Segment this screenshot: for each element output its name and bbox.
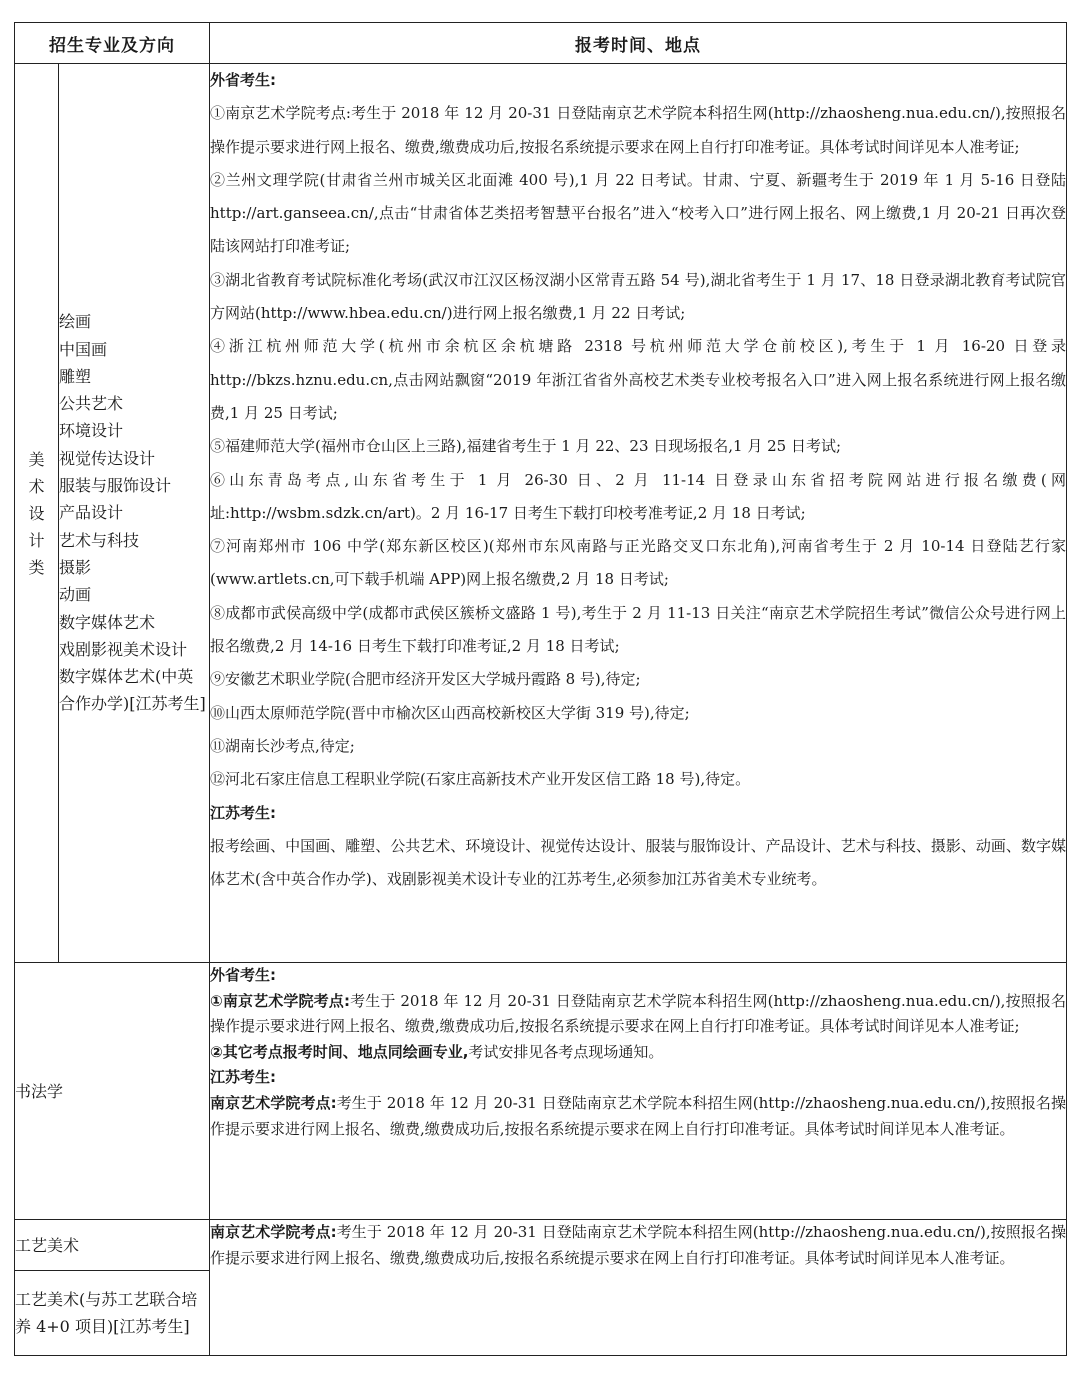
major-item: 摄影 (59, 557, 92, 577)
category-char: 设 (28, 503, 45, 523)
major-item: 艺术与科技 (59, 530, 140, 550)
major-item: 戏剧影视美术设计 (59, 639, 188, 659)
calligraphy-details (210, 963, 1067, 1220)
site-name: 南京艺术学院考点: (210, 1093, 337, 1112)
admissions-table (14, 22, 1067, 1356)
major-item: 动画 (59, 585, 92, 605)
site-name: 南京艺术学院考点: (210, 1223, 337, 1241)
exam-site-item: ⑨安徽艺术职业学院(合肥市经济开发区大学城丹霞路 8 号),待定; (210, 670, 641, 689)
out-of-province-heading: 外省考生: (210, 966, 276, 984)
header-row (15, 23, 1067, 64)
category-char: 美 (28, 449, 45, 469)
art-design-majors (59, 64, 210, 963)
site-text: 考生于 2018 年 12 月 20-31 日登陆南京艺术学院本科招生网(http://zhaosheng.nua.edu.cn/),按照报名操作提示要求进行网上报名、缴费,缴费成功后,按报名系统提示要求在网上自行打印准考证。具体考试时间详见本人准考证。 (210, 1223, 1066, 1267)
exam-site-item: ⑪湖南长沙考点,待定; (210, 736, 355, 755)
major-item: 环境设计 (59, 421, 124, 441)
exam-site-item: ⑫河北石家庄信息工程职业学院(石家庄高新技术产业开发区信工路 18 号),待定。 (210, 770, 751, 789)
category-char: 计 (28, 530, 45, 550)
art-design-details (210, 64, 1067, 963)
jiangsu-text: 报考绘画、中国画、雕塑、公共艺术、环境设计、视觉传达设计、服装与服饰设计、产品设计、艺术与科技、摄影、动画、数字媒体艺术(含中英合作办学)、戏剧影视美术设计专业的江苏考生,必须参加江苏省美术专业统考。 (210, 836, 1066, 889)
major-item: 数字媒体艺术(中英合作办学)[江苏考生] (59, 667, 206, 714)
category-char: 类 (28, 557, 45, 577)
out-of-province-heading: 外省考生: (210, 71, 276, 89)
exam-site-item: ②兰州文理学院(甘肃省兰州市城关区北面滩 400 号),1 月 22 日考试。甘肃、宁夏、新疆考生于 2019 年 1 月 5-16 日登陆 http://art.ganseea.cn/,点击“甘肃省体艺类招考智慧平台报名”进入“校考入口”进行网上报名、网上缴费,1 月 20-21 日再次登陆该网站打印准考证; (210, 170, 1066, 256)
jiangsu-heading: 江苏考生: (210, 1068, 276, 1087)
calligraphy-item-2 (210, 1040, 1066, 1066)
exam-site-item: ⑧成都市武侯高级中学(成都市武侯区簇桥文盛路 1 号),考生于 2 月 11-13 日关注“南京艺术学院招生考试”微信公众号进行网上报名缴费,2 月 14-16 日考生下载打印准考证,2 月 18 日考试; (210, 603, 1066, 656)
major-item: 服装与服饰设计 (59, 476, 172, 496)
jiangsu-heading: 江苏考生: (210, 803, 276, 822)
header-major-direction: 招生专业及方向 (15, 23, 210, 64)
crafts-joint-major: 工艺美术(与苏工艺联合培养 4+0 项目)[江苏考生] (15, 1271, 210, 1356)
major-item: 中国画 (59, 339, 108, 359)
art-design-row (15, 64, 1067, 963)
site-text: 考生于 2018 年 12 月 20-31 日登陆南京艺术学院本科招生网(http://zhaosheng.nua.edu.cn/),按照报名操作提示要求进行网上报名、缴费,缴费成功后,按报名系统提示要求在网上自行打印准考证。具体考试时间详见本人准考证; (210, 991, 1066, 1036)
exam-site-item: ④浙江杭州师范大学(杭州市余杭区余杭塘路 2318 号杭州师范大学仓前校区),考生于 1 月 16-20 日登录http://bkzs.hznu.edu.cn,点击网站飘窗“2019 年浙江省省外高校艺术类专业校考报名入口”进入网上报名系统进行网上报名缴费,1 月 25 日考试; (210, 337, 1066, 422)
major-item: 绘画 (59, 312, 92, 332)
category-char: 术 (28, 476, 45, 496)
site-name: ①南京艺术学院考点: (210, 991, 350, 1010)
crafts-major: 工艺美术 (15, 1220, 210, 1271)
site-text: 考生于 2018 年 12 月 20-31 日登陆南京艺术学院本科招生网(http://zhaosheng.nua.edu.cn/),按照报名操作提示要求进行网上报名、缴费,缴费成功后,按报名系统提示要求在网上自行打印准考证。具体考试时间详见本人准考证。 (210, 1093, 1066, 1138)
exam-site-item: ③湖北省教育考试院标准化考场(武汉市江汉区杨汊湖小区常青五路 54 号),湖北省考生于 1 月 17、18 日登录湖北教育考试院官方网站(http://www.hbea.edu.cn/)进行网上报名缴费,1 月 22 日考试; (210, 270, 1066, 323)
major-item: 数字媒体艺术 (59, 612, 156, 632)
calligraphy-row (15, 963, 1067, 1220)
major-item: 公共艺术 (59, 394, 124, 414)
major-item: 视觉传达设计 (59, 448, 156, 468)
exam-site-item: ⑥山东青岛考点,山东省考生于 1 月 26-30 日、2 月 11-14 日登录山东省招考院网站进行报名缴费(网址:http://wsbm.sdzk.cn/art)。2 月 16-17 日考生下载打印校考准考证,2 月 18 日考试; (210, 470, 1066, 522)
exam-site-item: ①南京艺术学院考点:考生于 2018 年 12 月 20-31 日登陆南京艺术学院本科招生网(http://zhaosheng.nua.edu.cn/),按照报名操作提示要求进行网上报名、缴费,缴费成功后,按报名系统提示要求在网上自行打印准考证。具体考试时间详见本人准考证; (210, 104, 1066, 156)
calligraphy-major: 书法学 (15, 963, 210, 1220)
crafts-item (210, 1220, 1066, 1271)
site-name: ②其它考点报考时间、地点同绘画专业, (210, 1042, 469, 1061)
calligraphy-jiangsu-item (210, 1091, 1066, 1142)
calligraphy-item-1 (210, 989, 1066, 1040)
crafts-details (210, 1220, 1067, 1356)
site-text: 考试安排见各考点现场通知。 (468, 1042, 664, 1061)
exam-site-item: ⑤福建师范大学(福州市仓山区上三路),福建省考生于 1 月 22、23 日现场报名,1 月 25 日考试; (210, 437, 842, 456)
exam-site-item: ⑩山西太原师范学院(晋中市榆次区山西高校新校区大学街 319 号),待定; (210, 703, 690, 722)
exam-site-item: ⑦河南郑州市 106 中学(郑东新区校区)(郑州市东风南路与正光路交叉口东北角),河南省考生于 2 月 10-14 日登陆艺行家(www.artlets.cn,可下载手机端 APP)网上报名缴费,2 月 18 日考试; (210, 537, 1066, 589)
crafts-row-1 (15, 1220, 1067, 1271)
header-time-location: 报考时间、地点 (210, 23, 1067, 64)
category-art-design (15, 64, 59, 963)
major-item: 雕塑 (59, 366, 92, 386)
major-item: 产品设计 (59, 503, 124, 523)
